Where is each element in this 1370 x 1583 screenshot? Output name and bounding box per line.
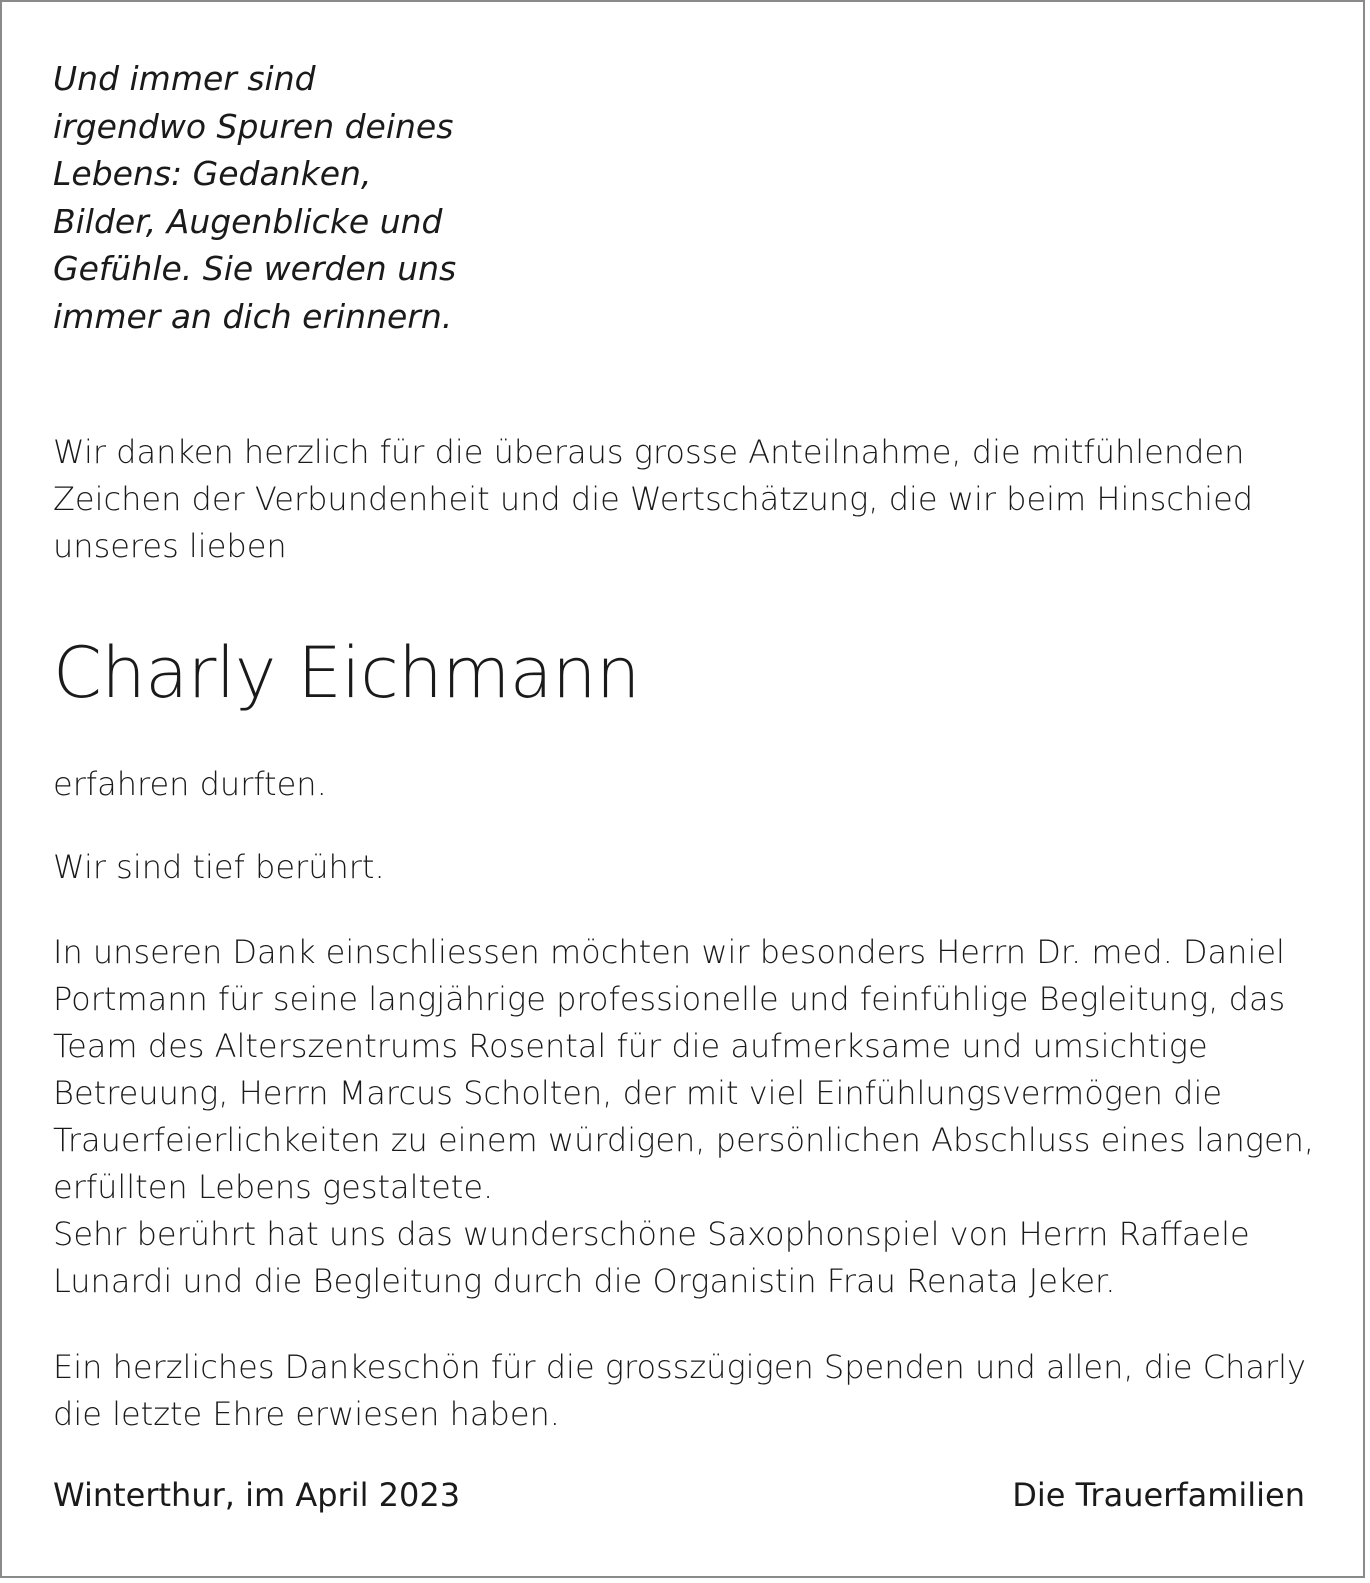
special-thanks-line: Sehr berührt hat uns das wunderschöne Saxophonspiel von Herrn Raffaele	[53, 1215, 1250, 1253]
poem-line: immer an dich erinnern.	[53, 296, 453, 336]
thanks-intro-line: Zeichen der Verbundenheit und die Wertschätzung, die wir beim Hinschied	[53, 480, 1254, 518]
poem-line: irgendwo Spuren deines	[53, 106, 454, 146]
thanks-intro	[53, 429, 1253, 570]
special-thanks-line: Trauerfeierlichkeiten zu einem würdigen, persönlichen Abschluss eines langen,	[53, 1121, 1315, 1159]
special-thanks	[53, 929, 1314, 1305]
poem-line: Gefühle. Sie werden uns	[53, 249, 457, 288]
special-thanks-line: Lunardi und die Begleitung durch die Organistin Frau Renata Jeker.	[53, 1262, 1116, 1300]
experienced-text	[53, 761, 327, 808]
special-thanks-line: In unseren Dank einschliessen möchten wir besonders Herrn Dr. med. Daniel	[53, 933, 1285, 971]
poem-line: Bilder, Augenblicke und	[53, 201, 443, 241]
place-date: Winterthur, im April 2023	[53, 1476, 461, 1514]
experienced-line: erfahren durften.	[53, 765, 327, 803]
touched-line: Wir sind tief berührt.	[53, 848, 385, 886]
special-thanks-line: Team des Alterszentrums Rosental für die aufmerksame und umsichtige	[53, 1027, 1208, 1065]
thanks-intro-line: unseres lieben	[53, 527, 287, 565]
poem	[53, 55, 456, 340]
donations-line: Ein herzliches Dankeschön für die grosszügigen Spenden und allen, die Charly	[53, 1348, 1306, 1386]
signature: Die Trauerfamilien	[1012, 1476, 1305, 1514]
special-thanks-line: Portmann für seine langjährige professionelle und feinfühlige Begleitung, das	[53, 980, 1286, 1018]
special-thanks-line: erfüllten Lebens gestaltete.	[53, 1168, 494, 1206]
special-thanks-line: Betreuung, Herrn Marcus Scholten, der mit viel Einfühlungsvermögen die	[53, 1074, 1223, 1112]
donations-line: die letzte Ehre erwiesen haben.	[53, 1395, 560, 1433]
touched-text	[53, 844, 385, 891]
poem-line: Und immer sind	[53, 59, 316, 98]
thanks-intro-line: Wir danken herzlich für die überaus grosse Anteilnahme, die mitfühlenden	[53, 433, 1245, 471]
donations-thanks	[53, 1344, 1306, 1438]
deceased-name: Charly Eichmann	[53, 632, 640, 714]
poem-line: Lebens: Gedanken,	[53, 154, 372, 193]
